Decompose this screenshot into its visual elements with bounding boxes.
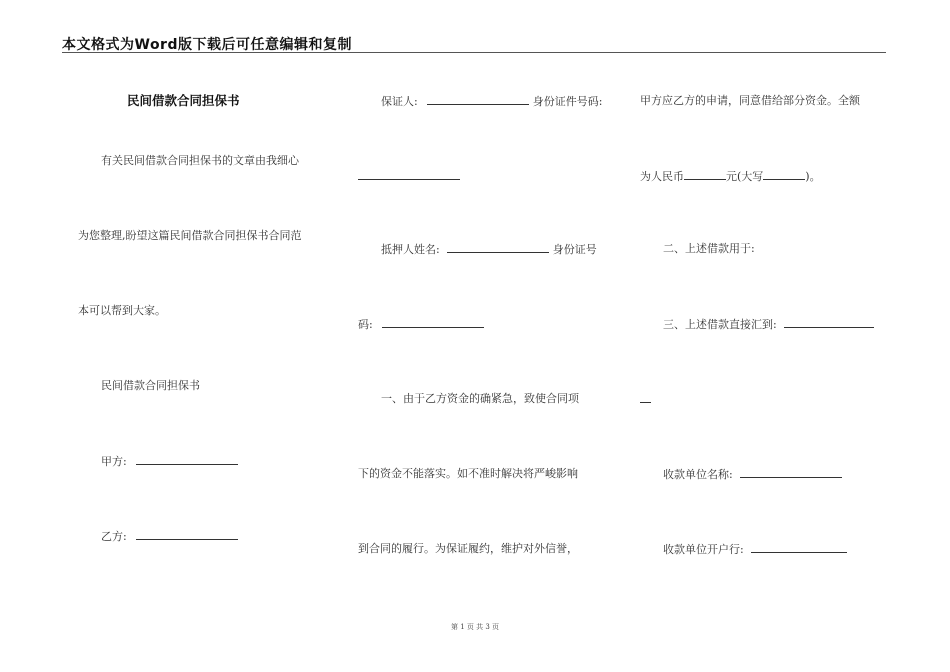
mortgagor-id-row bbox=[358, 317, 484, 332]
clause-3-cont-blank bbox=[640, 392, 651, 403]
clause-3-continuation bbox=[640, 392, 651, 407]
guarantor-id-blank bbox=[358, 169, 460, 180]
guarantor-label: 保证人: bbox=[381, 95, 418, 108]
party-b-blank bbox=[136, 529, 238, 540]
payee-bank-label: 收款单位开户行: bbox=[663, 543, 744, 556]
clause-1-line-3: 到合同的履行。为保证履约，维护对外信誉， bbox=[358, 542, 578, 555]
clause-3-label: 三、上述借款直接汇到: bbox=[663, 318, 777, 331]
clause-3-blank bbox=[784, 317, 874, 328]
intro-line-1: 有关民间借款合同担保书的文章由我细心 bbox=[101, 154, 299, 167]
payee-name-label: 收款单位名称: bbox=[663, 468, 733, 481]
document-title: 民间借款合同担保书 bbox=[127, 93, 240, 108]
party-a-blank bbox=[136, 454, 238, 465]
mortgagor-name-blank bbox=[447, 242, 549, 253]
guarantor-row bbox=[381, 94, 602, 109]
intro-line-2: 为您整理,盼望这篇民间借款合同担保书合同范 bbox=[78, 229, 302, 242]
mortgagor-id-suffix: 码: bbox=[358, 318, 373, 331]
guarantor-id-label: 身份证件号码: bbox=[532, 95, 603, 108]
guarantor-id-row bbox=[358, 169, 460, 184]
amount-blank bbox=[684, 169, 726, 180]
loan-line-1: 甲方应乙方的申请，同意借给部分资金。全额 bbox=[640, 94, 860, 107]
party-a-row bbox=[101, 454, 238, 469]
payee-name-row bbox=[663, 467, 842, 482]
party-b-row bbox=[101, 529, 238, 544]
amount-words-blank bbox=[763, 169, 805, 180]
clause-1-line-1: 一、由于乙方资金的确紧急，致使合同项 bbox=[381, 392, 579, 405]
amount-row bbox=[640, 169, 821, 184]
guarantor-blank bbox=[427, 94, 529, 105]
subtitle: 民间借款合同担保书 bbox=[101, 379, 200, 392]
mortgagor-row bbox=[381, 242, 597, 257]
payee-bank-blank bbox=[751, 542, 847, 553]
clause-2: 二、上述借款用于: bbox=[663, 242, 755, 255]
payee-name-blank bbox=[740, 467, 842, 478]
party-a-label: 甲方: bbox=[101, 455, 127, 468]
intro-line-3: 本可以帮到大家。 bbox=[78, 304, 166, 317]
clause-1-line-2: 下的资金不能落实。如不准时解决将严峻影响 bbox=[358, 467, 578, 480]
amount-mid: 元(大写 bbox=[726, 170, 764, 183]
party-b-label: 乙方: bbox=[101, 530, 127, 543]
mortgagor-name-label: 抵押人姓名: bbox=[381, 243, 440, 256]
amount-prefix: 为人民币 bbox=[640, 170, 684, 183]
mortgagor-id-label: 身份证号 bbox=[552, 243, 597, 256]
page-number: 第 1 页 共 3 页 bbox=[450, 623, 500, 631]
amount-suffix: )。 bbox=[805, 170, 821, 183]
document-header: 本文格式为Word版下载后可任意编辑和复制 bbox=[62, 37, 352, 53]
header-divider bbox=[62, 52, 886, 53]
clause-3-row bbox=[663, 317, 874, 332]
mortgagor-id-blank bbox=[382, 317, 484, 328]
payee-bank-row bbox=[663, 542, 847, 557]
